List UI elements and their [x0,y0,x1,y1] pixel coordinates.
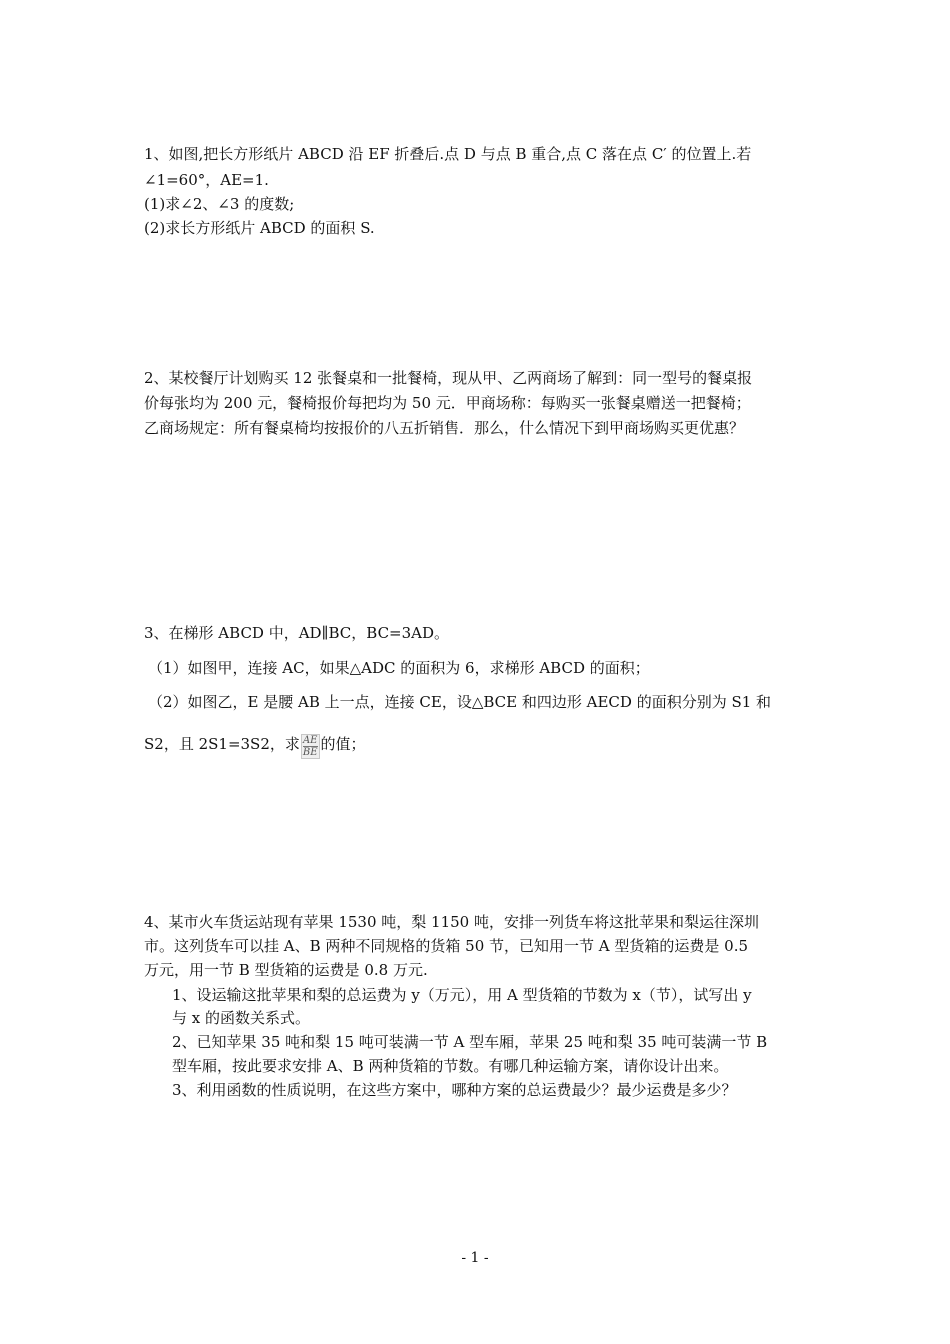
q1-line-2: ∠1=60°，AE=1. [144,171,269,189]
q4-line-1: 4、某市火车货运站现有苹果 1530 吨，梨 1150 吨，安排一列货车将这批苹果和梨运往深圳 [144,913,759,931]
q1-part-1: (1)求∠2、∠3 的度数; [144,195,295,213]
q4-sub-2a: 2、已知苹果 35 吨和梨 15 吨可装满一节 A 型车厢，苹果 25 吨和梨 35 吨可装满一节 B [172,1033,768,1051]
q4-sub-1a: 1、设运输这批苹果和梨的总运费为 y（万元），用 A 型货箱的节数为 x（节），试写出 y [172,986,752,1004]
q3-intro: 3、在梯形 ABCD 中，AD∥BC，BC=3AD。 [144,624,450,642]
q1-part-2: (2)求长方形纸片 ABCD 的面积 S. [144,219,375,237]
ae-over-be-fraction [301,734,320,759]
q3-part-2b [144,732,366,759]
fraction-numerator: AE [302,735,318,746]
fraction-denominator: BE [302,747,318,758]
q3-part-2b-prefix: S2，且 2S1=3S2，求 [144,735,300,753]
q4-line-3: 万元，用一节 B 型货箱的运费是 0.8 万元. [144,961,428,979]
q1-line-1: 1、如图,把长方形纸片 ABCD 沿 EF 折叠后.点 D 与点 B 重合,点 C 落在点 C′ 的位置上.若 [144,145,752,163]
q2-line-3: 乙商场规定：所有餐桌椅均按报价的八五折销售．那么，什么情况下到甲商场购买更优惠？ [144,419,745,437]
q3-part-2: （2）如图乙，E 是腰 AB 上一点，连接 CE，设△BCE 和四边形 AECD 的面积分别为 S1 和 [148,693,772,711]
q2-line-1: 2、某校餐厅计划购买 12 张餐桌和一批餐椅，现从甲、乙两商场了解到：同一型号的餐桌报 [144,369,753,387]
page-number: - 1 - [461,1250,489,1266]
q4-sub-2b: 型车厢，按此要求安排 A、B 两种货箱的节数。有哪几种运输方案，请你设计出来。 [172,1057,729,1075]
q2-line-2: 价每张均为 200 元，餐椅报价每把均为 50 元．甲商场称：每购买一张餐桌赠送一把餐椅； [144,394,751,412]
q3-part-1: （1）如图甲，连接 AC，如果△ADC 的面积为 6，求梯形 ABCD 的面积； [148,659,650,677]
q3-part-2b-suffix: 的值； [320,735,366,753]
q4-sub-1b: 与 x 的函数关系式。 [172,1009,310,1027]
q4-sub-3: 3、利用函数的性质说明，在这些方案中，哪种方案的总运费最少？最少运费是多少？ [172,1081,737,1099]
q4-line-2: 市。这列货车可以挂 A、B 两种不同规格的货箱 50 节，已知用一节 A 型货箱的运费是 0.5 [144,937,749,955]
